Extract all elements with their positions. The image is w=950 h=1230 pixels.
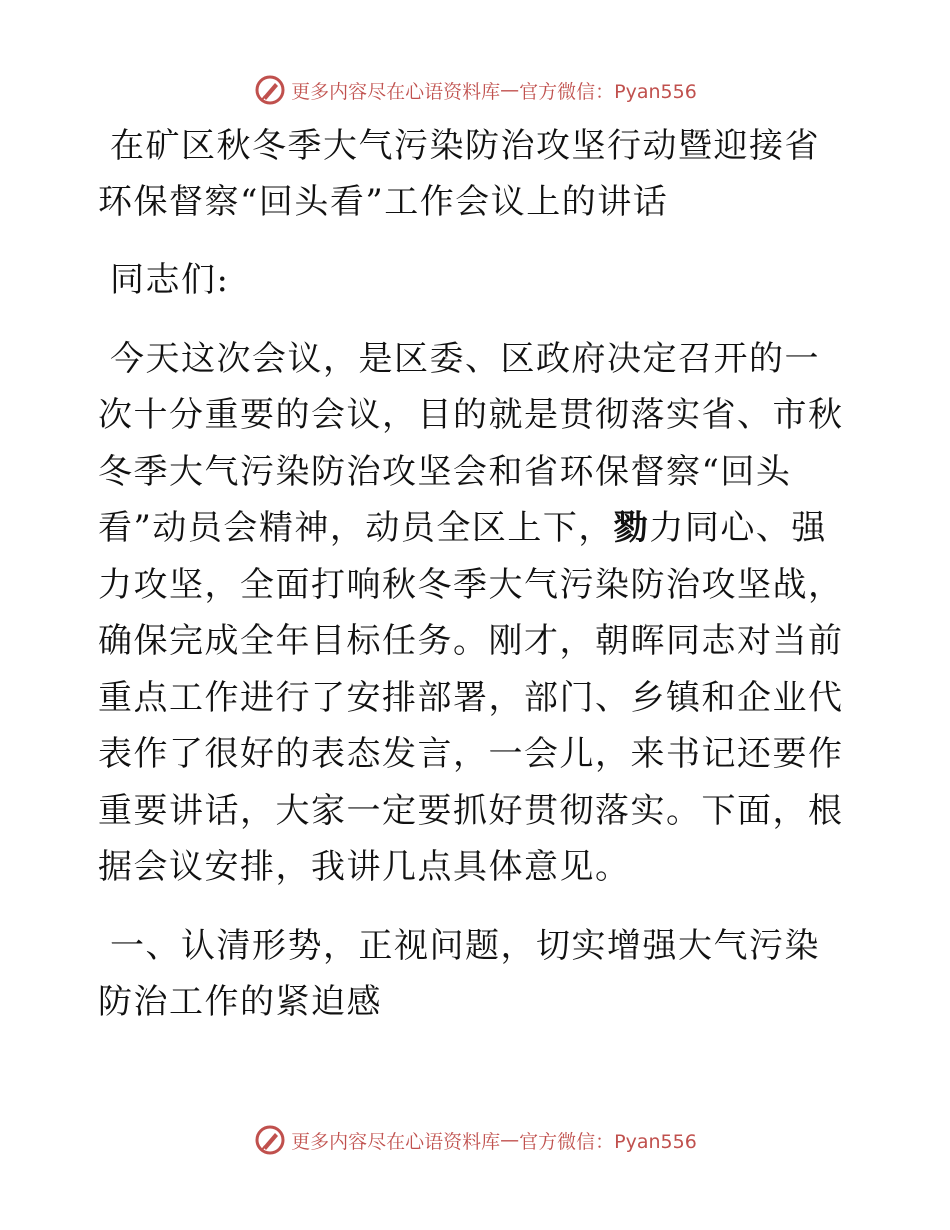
watermark-left-text: 更多内容尽在心语资料库 — [291, 1130, 501, 1153]
document-body — [98, 118, 850, 1031]
paragraph-text-end: 力同心、强力攻坚，全面打响秋冬季大气污染防治攻坚战，确保完成全年目标任务。刚才，朝晖同志对当前重点工作进行了安排部署，部门、乡镇和企业代表作了很好的表态发言，一会儿，来书记还要作重要讲话，大家一定要抓好贯彻落实。下面，根据会议安排，我讲几点具体意见。 — [98, 508, 844, 887]
paragraph-bold-char: 勠 — [613, 508, 650, 548]
header-watermark — [0, 70, 950, 110]
watermark-right-text: 官方微信：Pyan556 — [519, 80, 697, 103]
watermark-separator: — — [500, 1129, 520, 1151]
document-title: 在矿区秋冬季大气污染防治攻坚行动暨迎接省环保督察“回头看”工作会议上的讲话 — [98, 126, 820, 222]
watermark-separator: — — [500, 79, 520, 101]
watermark-left-text: 更多内容尽在心语资料库 — [291, 80, 501, 103]
quill-pen-circle-icon — [253, 73, 287, 107]
salutation: 同志们: — [110, 260, 230, 300]
footer-watermark — [0, 1120, 950, 1160]
paragraph-text-start: 今天这次会议，是区委、区政府决定召开的一次十分重要的会议，目的就是贯彻落实省、市秋冬季大气污染防治攻坚会和省环保督察“回头看”动员会精神，动员全区上下， — [98, 338, 844, 548]
quill-pen-circle-icon — [253, 1123, 287, 1157]
body-paragraph — [98, 331, 850, 896]
section-heading: 一、认清形势，正视问题，切实增强大气污染防治工作的紧迫感 — [98, 925, 820, 1022]
watermark-right-text: 官方微信：Pyan556 — [519, 1130, 697, 1153]
